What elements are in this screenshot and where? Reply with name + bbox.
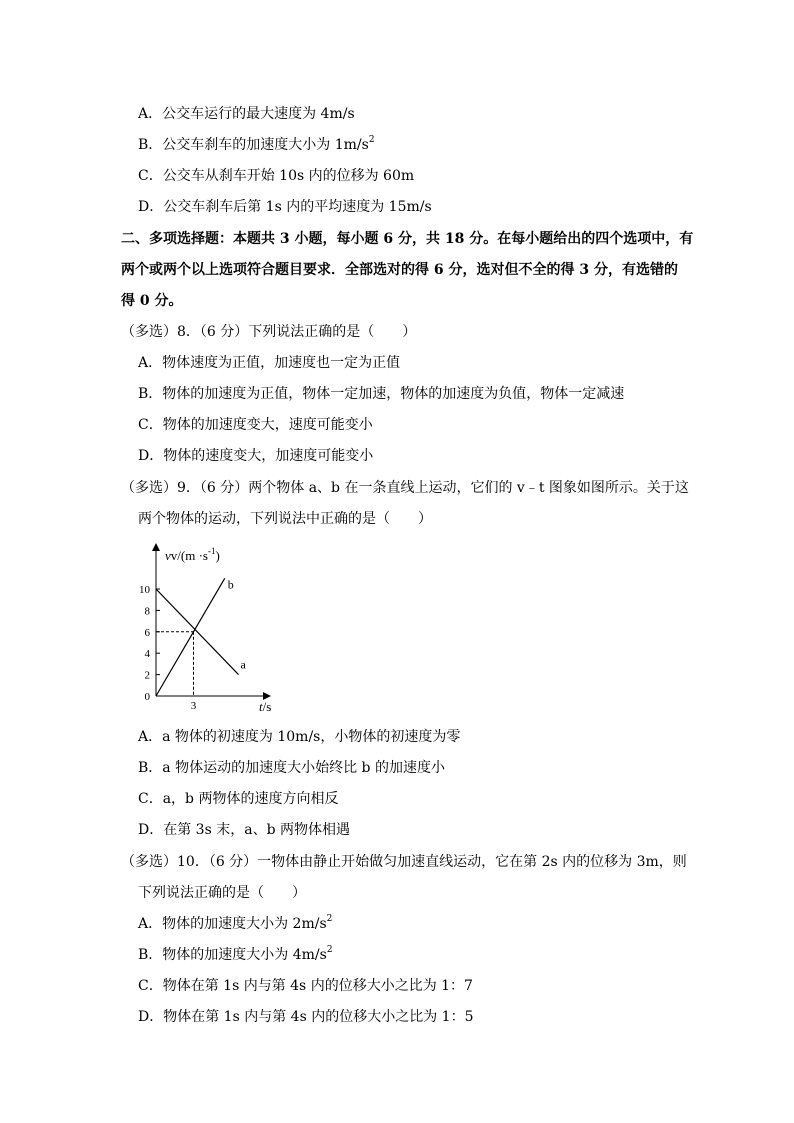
y-tick-label: 8	[144, 605, 150, 618]
q8-option-b: B．物体的加速度为正值，物体一定加速，物体的加速度为负值，物体一定减速	[138, 386, 625, 402]
q8-option-a: A．物体速度为正值，加速度也一定为正值	[138, 355, 401, 371]
y-tick-label: 10	[139, 584, 150, 596]
vt-graph	[138, 538, 278, 713]
series-line-b	[156, 578, 225, 696]
q7-option-c: C．公交车从刹车开始 10s 内的位移为 60m	[138, 168, 415, 184]
q9-stem-line1: （多选）9．（6 分）两个物体 a、b 在一条直线上运动，它们的 v﹣t 图象如图所示。关于这	[121, 480, 689, 496]
x-axis-label	[259, 699, 271, 713]
q10-option-c: C．物体在第 1s 内与第 4s 内的位移大小之比为 1：7	[138, 978, 473, 994]
y-tick-label: 6	[144, 626, 150, 639]
q9-option-d: D．在第 3s 末，a、b 两物体相遇	[138, 822, 350, 838]
q9-option-c: C．a，b 两物体的速度方向相反	[138, 791, 339, 807]
q7-option-a: A．公交车运行的最大速度为 4m/s	[138, 106, 355, 122]
q8-option-d: D．物体的速度变大，加速度可能变小	[138, 448, 374, 464]
q7-option-d: D．公交车刹车后第 1s 内的平均速度为 15m/s	[138, 199, 432, 215]
q10-option-b: B．物体的加速度大小为 $4m/s^2$	[138, 945, 333, 963]
section2-heading-line1: 二、多项选择题：本题共 3 小题，每小题 6 分，共 18 分。在每小题给出的四个选项中，有	[121, 231, 694, 247]
q10-stem-line2: 下列说法正确的是（ ）	[138, 885, 306, 901]
section2-heading-line2: 两个或两个以上选项符合题目要求．全部选对的得 6 分，选对但不全的得 3 分，有选错的	[121, 262, 678, 278]
q7-option-b: B．公交车刹车的加速度大小为 $1m/s^2$	[138, 135, 375, 153]
series-label-a: a	[240, 657, 246, 672]
y-tick-label: 4	[144, 648, 150, 661]
svg-text:t/s: t/s	[259, 699, 272, 713]
q9-stem-line2: 两个物体的运动，下列说法中正确的是（ ）	[138, 511, 432, 527]
q9-option-a: A．a 物体的初速度为 10m/s，小物体的初速度为零	[138, 729, 461, 745]
q10-option-d: D．物体在第 1s 内与第 4s 内的位移大小之比为 1：5	[138, 1009, 474, 1025]
section2-heading-line3: 得 0 分。	[121, 293, 183, 309]
q10-option-a: A．物体的加速度大小为 $2m/s^2$	[138, 914, 333, 932]
y-tick-label: 2	[144, 669, 150, 682]
q8-stem: （多选）8．（6 分）下列说法正确的是（ ）	[121, 324, 417, 340]
y-tick-label: 0	[144, 691, 150, 703]
q10-stem-line1: （多选）10．（6 分）一物体由静止开始做匀加速直线运动，它在第 2s 内的位移为 3m，则	[121, 854, 687, 870]
svg-text:vv/(m ·s-1): $vv/(m \cdot s^{-1})$	[165, 546, 220, 563]
y-axis-label	[165, 546, 220, 563]
series-label-b: b	[227, 577, 234, 592]
x-tick-label: 3	[190, 700, 197, 712]
q9-option-b: B．a 物体运动的加速度大小始终比 b 的加速度小	[138, 760, 445, 776]
q8-option-c: C．物体的加速度变大，速度可能变小	[138, 417, 373, 433]
